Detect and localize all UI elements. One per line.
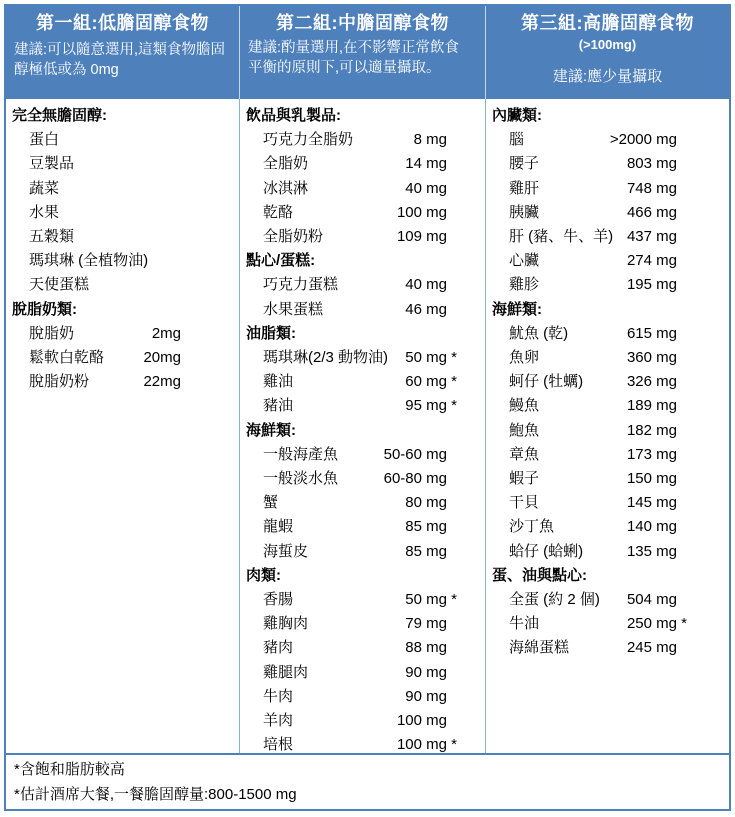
food-row — [486, 177, 729, 201]
food-value: 615 mg — [626, 324, 677, 342]
food-row — [6, 322, 239, 346]
food-label: 豬肉 — [263, 639, 294, 657]
food-label: 魷魚 (乾) — [509, 324, 569, 342]
food-label: 瑪琪琳(2/3 動物油) — [263, 349, 389, 367]
food-row — [6, 128, 239, 152]
food-label: 蟹 — [263, 494, 279, 512]
food-row — [240, 491, 485, 515]
food-label: 全蛋 (約 2 個) — [509, 591, 600, 609]
food-row — [6, 370, 239, 394]
food-value: 85 mg — [405, 518, 447, 536]
food-label: 腦 — [509, 131, 525, 149]
food-row — [240, 709, 485, 733]
group-3-header-cell — [485, 6, 729, 99]
food-value: 60-80 mg — [383, 470, 447, 488]
food-label: 章魚 — [509, 445, 540, 463]
group-title: 第一組:低膽固醇食物 — [36, 13, 209, 33]
food-row — [6, 201, 239, 225]
food-value: 60 mg — [405, 373, 447, 391]
section-header: 海鮮類: — [246, 421, 296, 439]
group-subtitle: (>100mg) — [578, 37, 637, 52]
food-value: 2mg — [151, 324, 181, 342]
food-label: 蛋白 — [29, 131, 60, 149]
food-value: 50-60 mg — [383, 445, 447, 463]
section-header: 蛋、油與點心: — [492, 566, 587, 584]
food-row — [240, 201, 485, 225]
food-row — [6, 225, 239, 249]
group-2-body — [239, 99, 485, 753]
food-row — [6, 152, 239, 176]
food-value: 504 mg — [626, 591, 677, 609]
food-row — [240, 298, 485, 322]
food-label: 鬆軟白乾酪 — [29, 349, 105, 367]
food-row — [240, 273, 485, 297]
food-row — [240, 661, 485, 685]
food-value: 466 mg — [626, 203, 677, 221]
food-row — [486, 225, 729, 249]
section-header: 肉類: — [246, 566, 281, 584]
food-label: 蝦子 — [509, 470, 540, 488]
food-row — [486, 467, 729, 491]
food-label: 蔬菜 — [29, 179, 60, 197]
food-label: 雞胗 — [509, 276, 540, 294]
food-value: 50 mg — [405, 591, 447, 609]
footnote-line-1: *含飽和脂肪較高 — [14, 761, 125, 778]
food-row — [486, 588, 729, 612]
food-row — [486, 636, 729, 660]
food-label: 干貝 — [509, 494, 540, 512]
food-value: 14 mg — [405, 155, 447, 173]
food-value: >2000 mg — [609, 131, 677, 149]
food-value: 8 mg — [413, 131, 447, 149]
food-value: 803 mg — [626, 155, 677, 173]
food-label: 胰臟 — [509, 203, 540, 221]
food-value: 182 mg — [626, 421, 677, 439]
food-label: 魚卵 — [509, 349, 540, 367]
food-label: 巧克力蛋糕 — [263, 276, 339, 294]
food-value: 88 mg — [405, 639, 447, 657]
food-label: 牛油 — [509, 615, 540, 633]
food-row — [240, 225, 485, 249]
section-header: 脫脂奶類: — [12, 300, 77, 318]
food-label: 蛤仔 (蛤蜊) — [509, 542, 584, 560]
food-row: 香腸 50 mg * — [240, 588, 485, 612]
food-row — [486, 515, 729, 539]
food-value: 437 mg — [626, 228, 677, 246]
section-header: 內臟類: — [492, 107, 542, 124]
food-row — [486, 443, 729, 467]
food-value: 22mg — [143, 373, 181, 391]
food-row — [6, 249, 239, 273]
food-label: 腰子 — [509, 155, 540, 173]
section-header: 完全無膽固醇: — [12, 107, 107, 124]
group-title: 第三組:高膽固醇食物 — [521, 13, 694, 33]
food-label: 一般海產魚 — [263, 445, 339, 463]
food-row — [486, 152, 729, 176]
food-row — [240, 685, 485, 709]
food-label: 五穀類 — [29, 228, 75, 246]
section-header: 飲品與乳製品: — [246, 107, 341, 124]
food-value: 100 mg — [396, 736, 447, 753]
food-row — [240, 128, 485, 152]
food-row — [486, 370, 729, 394]
food-value: 195 mg — [626, 276, 677, 294]
food-label: 雞肝 — [509, 179, 540, 197]
food-value: 326 mg — [626, 373, 677, 391]
food-row — [6, 273, 239, 297]
group-3-body — [485, 99, 729, 753]
food-label: 脫脂奶粉 — [29, 373, 90, 391]
body-row — [6, 99, 729, 753]
group-advice: 建議:可以隨意選用,這類食物膽固醇極低或為 0mg — [14, 42, 226, 78]
header-row — [6, 6, 729, 99]
food-row: 牛油 250 mg * — [486, 612, 729, 636]
food-value: 80 mg — [405, 494, 447, 512]
food-row — [486, 322, 729, 346]
food-row — [486, 128, 729, 152]
group-2-header-cell — [239, 6, 485, 99]
food-label: 豆製品 — [29, 155, 75, 173]
group-1-body — [6, 99, 239, 753]
footnotes — [6, 753, 729, 809]
food-label: 冰淇淋 — [263, 179, 309, 197]
food-value: 245 mg — [626, 639, 677, 657]
food-row — [6, 346, 239, 370]
food-value: 90 mg — [405, 663, 447, 681]
section-header: 海鮮類: — [492, 300, 542, 318]
food-value: 135 mg — [626, 542, 677, 560]
group-advice: 建議:應少量攝取 — [552, 68, 663, 85]
food-row — [240, 612, 485, 636]
food-value: 90 mg — [405, 687, 447, 705]
food-row — [240, 636, 485, 660]
food-label: 水果蛋糕 — [263, 300, 324, 318]
food-value: 40 mg — [405, 276, 447, 294]
food-row — [486, 249, 729, 273]
food-value: 100 mg — [396, 203, 447, 221]
food-value: 189 mg — [626, 397, 677, 415]
food-row — [486, 201, 729, 225]
food-value: 173 mg — [626, 445, 677, 463]
food-value: 748 mg — [626, 179, 677, 197]
food-value: 85 mg — [405, 542, 447, 560]
food-value: 79 mg — [405, 615, 447, 633]
food-value: 100 mg — [396, 712, 447, 730]
food-label: 全脂奶粉 — [263, 228, 324, 246]
food-label: 香腸 — [263, 591, 294, 609]
food-row — [486, 273, 729, 297]
food-value: 109 mg — [396, 228, 447, 246]
food-label: 肝 (豬、牛、羊) — [509, 228, 614, 246]
food-row — [486, 346, 729, 370]
food-value: 145 mg — [626, 494, 677, 512]
food-value: 140 mg — [626, 518, 677, 536]
food-value: 46 mg — [405, 300, 447, 318]
food-value: 20mg — [143, 349, 181, 367]
food-value: 95 mg — [405, 397, 447, 415]
food-label: 海蜇皮 — [263, 542, 309, 560]
food-row — [6, 177, 239, 201]
food-label: 培根 — [263, 736, 294, 753]
food-label: 鰻魚 — [509, 397, 540, 415]
food-value: 360 mg — [626, 349, 677, 367]
group-advice: 建議:酌量選用,在不影響正常飲食平衡的原則下,可以適量攝取。 — [248, 40, 460, 76]
group-title: 第二組:中膽固醇食物 — [276, 13, 449, 33]
section-header: 點心/蛋糕: — [246, 252, 316, 270]
food-row — [486, 394, 729, 418]
footnote-line-2: *估計酒席大餐,一餐膽固醇量:800-1500 mg — [14, 786, 297, 803]
food-label: 沙丁魚 — [509, 518, 555, 536]
food-value: 40 mg — [405, 179, 447, 197]
food-label: 牛肉 — [263, 687, 294, 705]
food-label: 乾酪 — [263, 203, 294, 221]
food-row: 瑪琪琳(2/3 動物油) 50 mg * — [240, 346, 485, 370]
food-row — [240, 467, 485, 491]
table — [4, 4, 731, 811]
food-label: 羊肉 — [263, 712, 294, 730]
food-row — [240, 152, 485, 176]
food-row — [240, 540, 485, 564]
food-row: 培根 100 mg * — [240, 733, 485, 753]
section-header: 油脂類: — [246, 324, 296, 342]
food-row — [240, 177, 485, 201]
food-label: 雞腿肉 — [263, 663, 309, 681]
food-label: 心臟 — [509, 252, 540, 270]
food-label: 豬油 — [263, 397, 294, 415]
food-label: 巧克力全脂奶 — [263, 131, 354, 149]
food-value: 274 mg — [626, 252, 677, 270]
food-label: 一般淡水魚 — [263, 470, 339, 488]
food-value: 50 mg — [405, 349, 447, 367]
food-value: 250 mg — [626, 615, 677, 633]
food-row: 雞油 60 mg * — [240, 370, 485, 394]
food-label: 雞油 — [263, 373, 294, 391]
food-label: 蚵仔 (牡蠣) — [509, 373, 584, 391]
food-value: 150 mg — [626, 470, 677, 488]
food-row: 豬油 95 mg * — [240, 394, 485, 418]
food-row — [486, 540, 729, 564]
food-row — [240, 443, 485, 467]
food-row — [486, 491, 729, 515]
food-row — [486, 419, 729, 443]
food-label: 瑪琪琳 (全植物油) — [29, 252, 149, 270]
food-label: 天使蛋糕 — [29, 276, 90, 294]
food-label: 海綿蛋糕 — [509, 639, 570, 657]
food-label: 雞胸肉 — [263, 615, 309, 633]
food-label: 脫脂奶 — [29, 324, 75, 342]
food-label: 全脂奶 — [263, 155, 309, 173]
food-label: 水果 — [29, 203, 60, 221]
food-row — [240, 515, 485, 539]
food-label: 鮑魚 — [509, 421, 540, 439]
group-1-header-cell — [6, 6, 239, 99]
food-label: 龍蝦 — [263, 518, 294, 536]
